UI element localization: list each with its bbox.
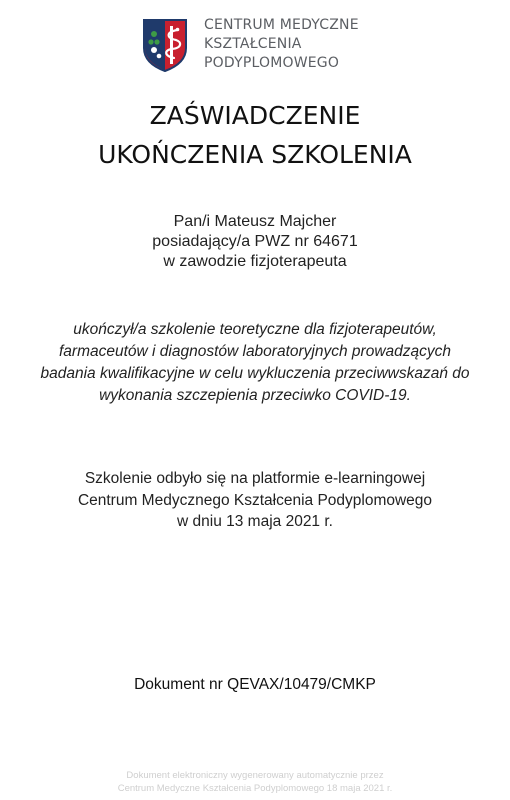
- footer-note-line: Dokument elektroniczny wygenerowany automatycznie przez: [126, 770, 384, 781]
- organization-name-line: PODYPLOMOWEGO: [204, 55, 340, 71]
- platform-info: [0, 468, 510, 533]
- training-date: w dniu 13 maja 2021 r.: [177, 513, 333, 530]
- recipient-profession: w zawodzie fizjoterapeuta: [163, 253, 347, 270]
- organization-name: [204, 16, 404, 73]
- training-description-line: ukończył/a szkolenie teoretyczne dla fizjoterapeutów,: [73, 321, 437, 338]
- training-description: [0, 319, 510, 407]
- footer-note-line: Centrum Medyczne Kształcenia Podyplomowego 18 maja 2021 r.: [117, 783, 393, 794]
- document-number: Dokument nr QEVAX/10479/CMKP: [134, 676, 376, 693]
- recipient-name: Pan/i Mateusz Majcher: [173, 213, 337, 230]
- recipient-license: posiadający/a PWZ nr 64671: [152, 233, 358, 250]
- organization-name-line: KSZTAŁCENIA: [204, 36, 302, 52]
- footer-note: [0, 769, 510, 795]
- caduceus-shield-icon: [142, 18, 188, 72]
- header: [0, 14, 510, 76]
- certificate-title-line: UKOŃCZENIA SZKOLENIA: [98, 140, 412, 169]
- training-description-line: farmaceutów i diagnostów laboratoryjnych prowadzących: [58, 343, 451, 360]
- certificate-title: [0, 96, 510, 174]
- certificate-title-line: ZAŚWIADCZENIE: [149, 101, 361, 130]
- organization-name-line: CENTRUM MEDYCZNE: [204, 17, 359, 33]
- training-description-line: wykonania szczepienia przeciwko COVID-19.: [99, 387, 411, 404]
- platform-info-line: Centrum Medycznego Kształcenia Podyplomowego: [77, 491, 433, 509]
- training-description-line: badania kwalifikacyjne w celu wykluczenia przeciwwskazań do: [40, 365, 470, 382]
- platform-info-line: Szkolenie odbyło się na platformie e-learningowej: [84, 470, 426, 487]
- recipient-block: [0, 212, 510, 272]
